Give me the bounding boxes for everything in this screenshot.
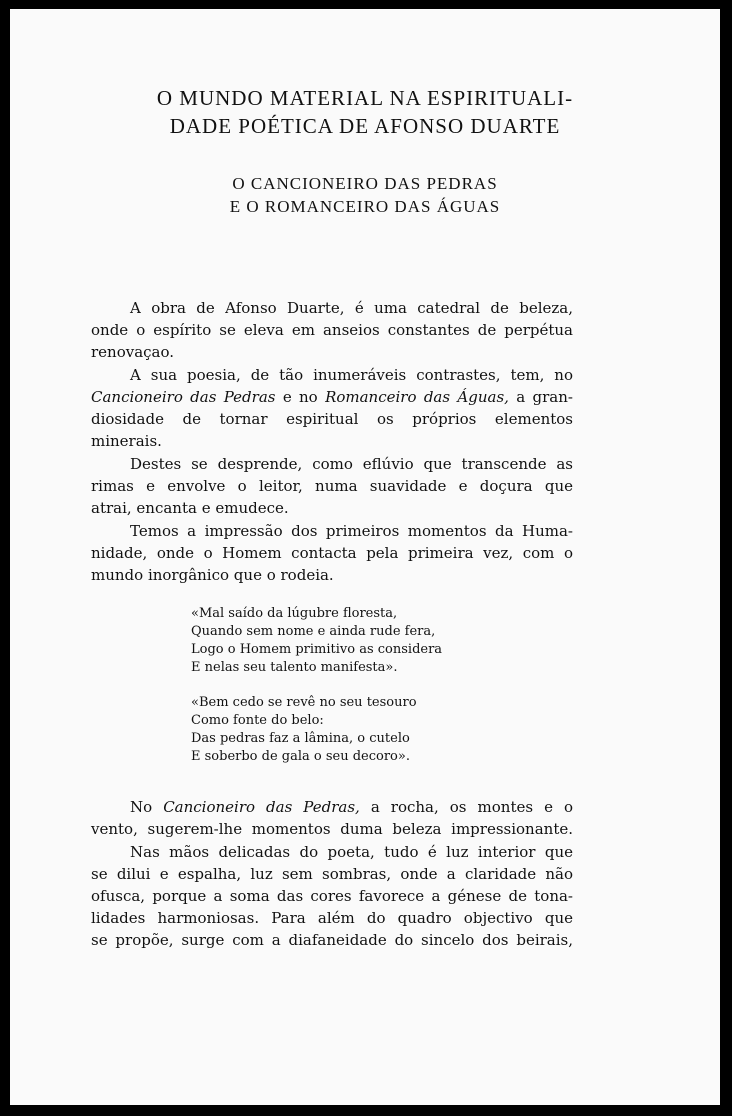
verse-line: E soberbo de gala o seu decoro». [191,749,410,764]
paragraph-line: A sua poesia, de tão inumeráveis contrastes, tem, no [130,366,573,384]
paragraph-line: lidades harmoniosas. Para além do quadro objectivo que [91,909,573,927]
chapter-title-line-2: DADE POÉTICA DE AFONSO DUARTE [169,114,561,138]
paragraph-line: nidade, onde o Homem contacta pela primeira vez, com o [91,544,573,562]
verse-line: Das pedras faz a lâmina, o cutelo [191,731,410,746]
paragraph-line: diosidade de tornar espiritual os próprios elementos [91,410,573,428]
paragraph-line: Nas mãos delicadas do poeta, tudo é luz interior que [130,843,573,861]
paragraph-line: se propõe, surge com a diafaneidade do sincelo dos beirais, [91,931,573,949]
verse-line: «Bem cedo se revê no seu tesouro [191,695,417,710]
text-run: a rocha, os montes e o [370,798,573,816]
paragraph-line: renovaçao. [91,343,175,361]
paragraph-line [130,796,573,818]
book-page [10,9,720,1105]
paragraph-line: A obra de Afonso Duarte, é uma catedral de beleza, [130,299,573,317]
paragraph-line: se dilui e espalha, luz sem sombras, onde a claridade não [91,865,573,883]
paragraph-line: mundo inorgânico que o rodeia. [91,566,334,584]
subtitle-line-2: E O ROMANCEIRO DAS ÁGUAS [229,197,501,216]
paragraph-line [91,386,573,408]
text-run: e no [282,388,318,406]
subtitle-line-1: O CANCIONEIRO DAS PEDRAS [232,174,498,193]
text-run: No [130,798,153,816]
verse-line: Como fonte do belo: [191,713,324,728]
book-title-cancioneiro: Cancioneiro das Pedras [91,388,276,406]
paragraph-line: Temos a impressão dos primeiros momentos da Huma- [130,522,573,540]
text-run: a gran- [516,388,573,406]
verse-line: Logo o Homem primitivo as considera [191,642,443,657]
paragraph-line: minerais. [91,432,162,450]
paragraph-line: onde o espírito se eleva em anseios constantes de perpétua [91,321,573,339]
paragraph-line: vento, sugerem-lhe momentos duma beleza impressionante. [91,820,573,838]
paragraph-line: rimas e envolve o leitor, numa suavidade e doçura que [91,477,573,495]
book-title-cancioneiro: Cancioneiro das Pedras, [163,798,360,816]
book-title-romanceiro: Romanceiro das Águas, [325,388,509,406]
verse-line: «Mal saído da lúgubre floresta, [191,606,398,621]
verse-line: E nelas seu talento manifesta». [191,660,398,675]
paragraph-line: atrai, encanta e emudece. [91,499,289,517]
paragraph-line: Destes se desprende, como eflúvio que transcende as [130,455,573,473]
chapter-title-line-1: O MUNDO MATERIAL NA ESPIRITUALI- [156,86,574,110]
verse-line: Quando sem nome e ainda rude fera, [191,624,436,639]
paragraph-line: ofusca, porque a soma das cores favorece a génese de tona- [91,887,573,905]
